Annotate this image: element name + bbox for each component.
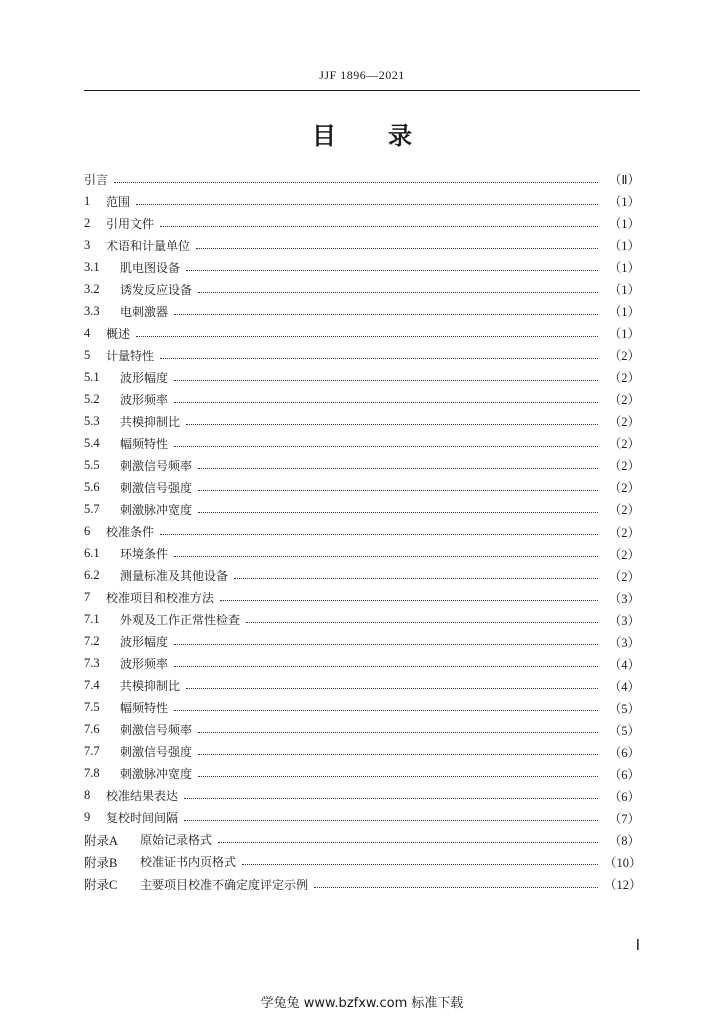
toc-entry-page: （2） bbox=[608, 415, 640, 430]
toc-leader-dots bbox=[114, 181, 598, 183]
toc-leader-dots bbox=[220, 599, 598, 601]
toc-entry-page: （5） bbox=[608, 723, 640, 738]
toc-entry-number: 7.5 bbox=[84, 700, 100, 715]
toc-entry-title: 测量标准及其他设备 bbox=[120, 569, 229, 584]
toc-entry[interactable] bbox=[84, 256, 640, 278]
toc-leader-dots bbox=[174, 709, 598, 711]
toc-entry-title: 刺激信号强度 bbox=[120, 745, 193, 760]
toc-entry[interactable] bbox=[84, 212, 640, 234]
toc-leader-dots bbox=[186, 269, 598, 271]
toc-entry-page: （3） bbox=[608, 635, 640, 650]
toc-entry-title: 波形频率 bbox=[120, 392, 169, 407]
document-code: JJF 1896—2021 bbox=[319, 68, 405, 82]
toc-entry-title: 校准结果表达 bbox=[106, 789, 179, 804]
toc-entry-number: 5.3 bbox=[84, 413, 100, 428]
toc-entry-number: 6 bbox=[84, 524, 91, 539]
toc-entry-title: 波形幅度 bbox=[120, 370, 169, 385]
toc-entry[interactable] bbox=[84, 763, 640, 785]
toc-entry-title: 引言 bbox=[84, 172, 109, 187]
toc-entry-number: 7.7 bbox=[84, 744, 100, 759]
toc-entry-number: 5.6 bbox=[84, 479, 100, 494]
toc-leader-dots bbox=[198, 291, 598, 293]
toc-entry[interactable] bbox=[84, 476, 640, 498]
toc-entry-page: （1） bbox=[608, 327, 640, 342]
toc-entry-title: 刺激信号频率 bbox=[120, 723, 193, 738]
toc-leader-dots bbox=[160, 533, 598, 535]
toc-entry-page: （5） bbox=[608, 701, 640, 716]
title-char-2: 录 bbox=[388, 122, 412, 150]
toc-entry[interactable] bbox=[84, 807, 640, 829]
toc-entry-page: （2） bbox=[608, 393, 640, 408]
toc-entry-title: 原始记录格式 bbox=[140, 833, 213, 848]
toc-entry-page: （1） bbox=[608, 305, 640, 320]
toc-entry-page: （4） bbox=[608, 657, 640, 672]
toc-entry-title: 引用文件 bbox=[106, 216, 155, 231]
toc-entry-number: 4 bbox=[84, 325, 91, 340]
toc-entry-page: （2） bbox=[608, 371, 640, 386]
toc-leader-dots bbox=[234, 577, 598, 579]
toc-entry-page: （4） bbox=[608, 679, 640, 694]
toc-entry-number: 2 bbox=[84, 215, 91, 230]
toc-entry-title: 波形频率 bbox=[120, 657, 169, 672]
toc-leader-dots bbox=[242, 863, 598, 865]
toc-entry-page: （2） bbox=[608, 547, 640, 562]
toc-entry-page: （10） bbox=[604, 855, 642, 870]
toc-entry-number: 8 bbox=[84, 788, 91, 803]
toc-entry[interactable] bbox=[84, 543, 640, 565]
toc-entry-number: 附录B bbox=[84, 855, 118, 870]
toc-entry-number: 附录A bbox=[84, 833, 119, 848]
toc-entry-number: 6.1 bbox=[84, 546, 100, 561]
toc-entry[interactable] bbox=[84, 697, 640, 719]
toc-entry[interactable] bbox=[84, 388, 640, 410]
toc-entry[interactable] bbox=[84, 344, 640, 366]
toc-entry-number: 5.7 bbox=[84, 501, 100, 516]
toc-entry[interactable] bbox=[84, 410, 640, 432]
toc-entry[interactable] bbox=[84, 829, 640, 851]
footer-watermark: 学兔兔 www.bzfxw.com 标准下载 bbox=[260, 996, 464, 1011]
toc-entry-page: （3） bbox=[608, 591, 640, 606]
toc-entry[interactable] bbox=[84, 366, 640, 388]
toc-leader-dots bbox=[174, 445, 598, 447]
toc-entry-number: 5 bbox=[84, 347, 91, 362]
page-title bbox=[0, 116, 724, 151]
toc-entry[interactable] bbox=[84, 498, 640, 520]
toc-leader-dots bbox=[174, 665, 598, 667]
toc-entry-number: 5.1 bbox=[84, 369, 100, 384]
toc-entry-title: 刺激信号强度 bbox=[120, 480, 193, 495]
toc-entry-title: 计量特性 bbox=[106, 348, 155, 363]
toc-entry[interactable] bbox=[84, 234, 640, 256]
toc-entry[interactable] bbox=[84, 432, 640, 454]
toc-leader-dots bbox=[174, 313, 598, 315]
table-of-contents bbox=[84, 168, 640, 895]
toc-entry-number: 5.2 bbox=[84, 391, 100, 406]
toc-entry-page: （2） bbox=[608, 349, 640, 364]
toc-entry-page: （1） bbox=[608, 195, 640, 210]
toc-leader-dots bbox=[198, 489, 598, 491]
toc-entry-page: （1） bbox=[608, 261, 640, 276]
toc-entry-number: 7.2 bbox=[84, 634, 100, 649]
toc-entry-page: （2） bbox=[608, 481, 640, 496]
toc-leader-dots bbox=[174, 401, 598, 403]
toc-entry[interactable] bbox=[84, 631, 640, 653]
title-char-1: 目 bbox=[312, 122, 336, 150]
toc-leader-dots bbox=[160, 357, 598, 359]
toc-entry-page: （1） bbox=[608, 283, 640, 298]
toc-entry-title: 共模抑制比 bbox=[120, 414, 181, 429]
toc-entry-page: （2） bbox=[608, 503, 640, 518]
toc-entry-page: （6） bbox=[608, 745, 640, 760]
toc-entry-number: 附录C bbox=[84, 878, 118, 893]
header-rule bbox=[84, 90, 640, 91]
toc-leader-dots bbox=[246, 621, 598, 623]
toc-leader-dots bbox=[198, 753, 598, 755]
toc-entry-title: 校准证书内页格式 bbox=[140, 855, 237, 870]
toc-entry-number: 3.1 bbox=[84, 259, 100, 274]
toc-entry[interactable] bbox=[84, 168, 640, 190]
toc-leader-dots bbox=[136, 335, 598, 337]
toc-entry-title: 刺激脉冲宽度 bbox=[120, 502, 193, 517]
toc-leader-dots bbox=[174, 643, 598, 645]
toc-entry-page: （12） bbox=[604, 878, 642, 893]
toc-entry-page: （8） bbox=[608, 833, 640, 848]
toc-entry-title: 外观及工作正常性检查 bbox=[120, 613, 241, 628]
toc-entry[interactable] bbox=[84, 609, 640, 631]
toc-leader-dots bbox=[184, 819, 598, 821]
toc-entry-title: 复校时间间隔 bbox=[106, 811, 179, 826]
toc-entry-page: （6） bbox=[608, 789, 640, 804]
toc-entry-title: 共模抑制比 bbox=[120, 679, 181, 694]
toc-leader-dots bbox=[174, 379, 598, 381]
toc-leader-dots bbox=[184, 797, 598, 799]
toc-leader-dots bbox=[174, 555, 598, 557]
toc-entry-number: 1 bbox=[84, 193, 91, 208]
toc-entry[interactable] bbox=[84, 322, 640, 344]
toc-entry-page: （1） bbox=[608, 217, 640, 232]
toc-entry[interactable] bbox=[84, 587, 640, 609]
toc-entry-number: 7 bbox=[84, 590, 91, 605]
toc-entry-number: 5.5 bbox=[84, 457, 100, 472]
toc-entry-title: 肌电图设备 bbox=[120, 260, 181, 275]
toc-entry[interactable] bbox=[84, 653, 640, 675]
toc-leader-dots bbox=[198, 467, 598, 469]
toc-entry-title: 范围 bbox=[106, 194, 131, 209]
toc-leader-dots bbox=[136, 203, 598, 205]
toc-leader-dots bbox=[186, 423, 598, 425]
toc-entry-title: 幅频特性 bbox=[120, 436, 169, 451]
toc-entry-number: 9 bbox=[84, 810, 91, 825]
toc-leader-dots bbox=[198, 731, 598, 733]
toc-entry-title: 诱发反应设备 bbox=[120, 282, 193, 297]
toc-entry-page: （2） bbox=[608, 525, 640, 540]
toc-entry-title: 术语和计量单位 bbox=[106, 238, 191, 253]
toc-entry[interactable] bbox=[84, 454, 640, 476]
toc-entry-title: 幅频特性 bbox=[120, 701, 169, 716]
toc-entry-number: 7.4 bbox=[84, 678, 100, 693]
toc-leader-dots bbox=[160, 225, 598, 227]
toc-entry-number: 3.2 bbox=[84, 281, 100, 296]
toc-entry-title: 概述 bbox=[106, 326, 131, 341]
toc-entry-title: 主要项目校准不确定度评定示例 bbox=[140, 877, 309, 892]
toc-entry[interactable] bbox=[84, 300, 640, 322]
toc-entry-number: 3.3 bbox=[84, 303, 100, 318]
toc-entry-number: 7.6 bbox=[84, 722, 100, 737]
toc-entry-title: 刺激脉冲宽度 bbox=[120, 767, 193, 782]
toc-entry-page: （2） bbox=[608, 569, 640, 584]
toc-leader-dots bbox=[186, 687, 598, 689]
toc-entry-number: 7.1 bbox=[84, 612, 100, 627]
toc-entry-title: 电刺激器 bbox=[120, 304, 169, 319]
toc-leader-dots bbox=[314, 886, 598, 888]
toc-leader-dots bbox=[198, 511, 598, 513]
toc-entry-page: （2） bbox=[608, 459, 640, 474]
toc-entry-number: 6.2 bbox=[84, 568, 100, 583]
toc-entry-number: 7.3 bbox=[84, 656, 100, 671]
toc-entry-title: 环境条件 bbox=[120, 547, 169, 562]
toc-entry-page: （3） bbox=[608, 613, 640, 628]
toc-entry[interactable] bbox=[84, 675, 640, 697]
toc-entry-page: （6） bbox=[608, 767, 640, 782]
toc-entry[interactable] bbox=[84, 278, 640, 300]
toc-entry[interactable] bbox=[84, 873, 640, 895]
toc-entry-number: 5.4 bbox=[84, 435, 100, 450]
toc-entry[interactable] bbox=[84, 565, 640, 587]
toc-entry[interactable] bbox=[84, 719, 640, 741]
toc-leader-dots bbox=[218, 841, 598, 843]
toc-leader-dots bbox=[196, 247, 598, 249]
toc-entry-title: 刺激信号频率 bbox=[120, 458, 193, 473]
toc-entry-number: 7.8 bbox=[84, 766, 100, 781]
toc-entry-page: （2） bbox=[608, 437, 640, 452]
toc-entry-title: 校准项目和校准方法 bbox=[106, 591, 215, 606]
toc-entry[interactable] bbox=[84, 190, 640, 212]
toc-entry-number: 3 bbox=[84, 237, 91, 252]
toc-entry[interactable] bbox=[84, 851, 640, 873]
toc-entry[interactable] bbox=[84, 521, 640, 543]
toc-leader-dots bbox=[198, 775, 598, 777]
toc-entry-page: （Ⅱ） bbox=[608, 173, 640, 188]
toc-entry-page: （7） bbox=[608, 811, 640, 826]
toc-entry-page: （1） bbox=[608, 239, 640, 254]
toc-entry[interactable] bbox=[84, 785, 640, 807]
toc-entry-title: 波形幅度 bbox=[120, 635, 169, 650]
toc-entry[interactable] bbox=[84, 741, 640, 763]
toc-entry-title: 校准条件 bbox=[106, 525, 155, 540]
page-number: Ⅰ bbox=[635, 938, 640, 954]
